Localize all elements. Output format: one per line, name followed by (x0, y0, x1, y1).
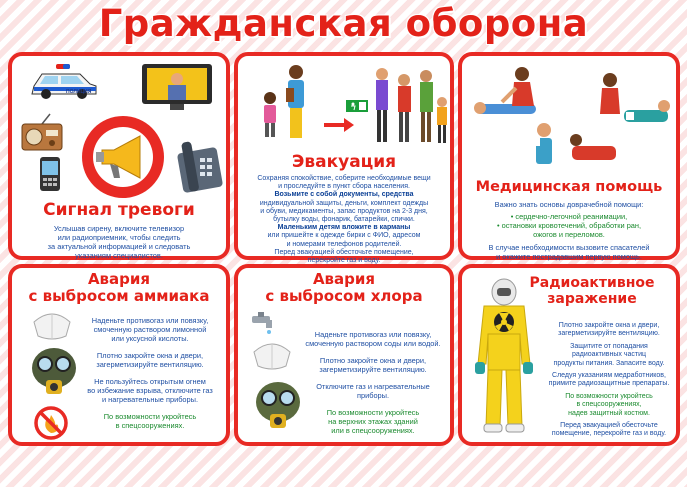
evacuation-line: и проследуйте в пункт сбора населения. (278, 183, 410, 191)
panel-ammonia (8, 264, 230, 446)
radiation-line: продукты питания. Запасите воду. (553, 359, 665, 367)
ammonia-line: и нагревательные приборы. (101, 395, 199, 404)
alarm-line: Услышав сирену, включите телевизор (53, 224, 185, 233)
evacuation-line: и номерами телефонов родителей. (286, 240, 402, 248)
radiation-paragraph (542, 372, 676, 389)
panel-evacuation (234, 52, 454, 265)
medical-item: • остановки кровотечений, обработки ран, (496, 221, 642, 230)
evacuation-line: или пришейте к одежде бирки с ФИО, адресом (267, 232, 421, 240)
alarm-line: указаниям специалистов. (75, 251, 163, 260)
ammonia-paragraph (80, 316, 220, 343)
medical-outro: В случае необходимости вызовите спасателей (488, 243, 650, 252)
chlorine-line: на верхних этажах зданий (328, 417, 418, 426)
desk-phone-icon (176, 138, 226, 196)
radiation-line: надев защитный костюм. (568, 409, 650, 417)
exit-sign-icon (346, 100, 368, 112)
radiation-paragraph (542, 343, 676, 368)
evacuation-line: Перед эвакуацией обесточьте помещение, (274, 248, 414, 256)
radiation-paragraph (542, 393, 676, 418)
chlorine-line: приборы. (356, 391, 390, 400)
chlorine-line: Плотно закройте окна и двери, (319, 356, 427, 365)
cpr-icon (472, 64, 556, 118)
panel-medical (458, 52, 680, 260)
chlorine-line: или в спецсооружениях. (331, 426, 415, 435)
evacuation-line: Маленьким детям вложите в карманы (277, 224, 411, 232)
chlorine-heading-1: Авария (312, 270, 376, 288)
ammonia-line: в спецсооружениях. (115, 421, 185, 430)
ammonia-line: Плотно закройте окна и двери, (96, 351, 204, 360)
evacuation-text (242, 175, 446, 265)
evacuation-line: бутылку воды, фонарик, батарейки, спички. (273, 216, 415, 224)
chlorine-paragraph (298, 382, 448, 400)
tv-icon (140, 62, 214, 112)
medical-intro: Важно знать основы доврачебной помощи: (494, 200, 644, 209)
chlorine-paragraph (298, 330, 448, 348)
radiation-text (542, 322, 676, 443)
radiation-line: в спецсооружениях, (576, 401, 642, 409)
radio-icon (20, 112, 64, 152)
medical-item: ожогов и переломов. (533, 230, 605, 239)
ammonia-heading-1: Авария (87, 270, 151, 288)
radiation-line: По возможности укройтесь (565, 392, 653, 400)
mobile-phone-icon (38, 156, 62, 192)
ammonia-heading-2: с выбросом аммиака (28, 287, 210, 305)
poster-title: Гражданская оборона (98, 2, 589, 45)
alarm-text (16, 224, 222, 260)
chlorine-line: смоченную раствором соды или водой. (305, 339, 441, 348)
chlorine-line: Наденьте противогаз или повязку, (314, 330, 432, 339)
evacuation-line: перекройте газ и воду. (307, 257, 381, 265)
evacuation-line: и обуви, медикаменты, запас продуктов на 2-3 дня, (260, 207, 428, 215)
radiation-line: радиоактивных частиц (571, 351, 647, 359)
radiation-line: Перед эвакуацией обесточьте (560, 422, 658, 430)
radiation-line: Защитите от попадания (570, 342, 648, 350)
police-label: ПОЛИЦИЯ (66, 89, 92, 95)
radiation-heading-1: Радиоактивное (529, 275, 655, 291)
chlorine-heading-2: с выбросом хлора (265, 287, 423, 305)
first-aid-icon (524, 118, 620, 172)
chlorine-paragraph (298, 356, 448, 374)
radiation-paragraph (542, 422, 676, 439)
alarm-heading: Сигнал тревоги (43, 200, 195, 220)
medical-item: • сердечно-легочной реанимации, (510, 212, 628, 221)
radiation-line: помещение, перекройте газ и воду. (551, 430, 667, 438)
radiation-paragraph (542, 322, 676, 339)
arrow-right-icon (324, 118, 354, 132)
ammonia-line: По возможности укройтесь (103, 412, 197, 421)
chlorine-text (298, 330, 448, 439)
respirator-mask-icon (250, 340, 294, 370)
ammonia-line: во избежание взрыва, отключите газ (87, 386, 213, 395)
radiation-heading-2: заражение (547, 291, 637, 307)
evacuation-line: Возьмите с собой документы, средства (274, 191, 414, 199)
ammonia-paragraph (80, 377, 220, 404)
panel-radiation (458, 264, 680, 446)
chlorine-paragraph (298, 408, 448, 435)
family-icon (252, 62, 322, 146)
ammonia-line: Наденьте противогаз или повязку, (91, 316, 209, 325)
evacuation-line: индивидуальной защиты, деньги, комплект одежды (259, 199, 429, 207)
ammonia-line: Не пользуйтесь открытым огнем (94, 377, 206, 386)
medical-heading: Медицинская помощь (475, 179, 663, 195)
megaphone-icon (80, 114, 166, 200)
panel-chlorine (234, 264, 454, 446)
ammonia-text (80, 316, 220, 434)
chlorine-line: По возможности укройтесь (326, 408, 420, 417)
radiation-line: Плотно закройте окна и двери, (558, 322, 660, 329)
ammonia-line: загерметизируйте вентиляцию. (96, 360, 204, 369)
radiation-line: загерметизируйте вентиляцию. (558, 330, 660, 338)
water-tap-icon (250, 310, 280, 336)
evacuees-icon (368, 66, 452, 148)
radiation-line: примите радиозащитные препараты. (548, 380, 670, 388)
medical-outro: и окажите пострадавшим первую помощь. (496, 252, 642, 261)
ammonia-paragraph (80, 351, 220, 369)
gas-mask-icon (26, 344, 82, 400)
evacuation-heading: Эвакуация (291, 152, 397, 172)
panel-alarm (8, 52, 230, 260)
chlorine-line: Отключите газ и нагревательные (316, 382, 430, 391)
police-car-icon (28, 62, 100, 102)
ammonia-line: смоченную раствором лимонной (93, 325, 207, 334)
hazmat-suit-icon (466, 276, 542, 440)
evacuation-line: Сохраняя спокойствие, соберите необходимые вещи (257, 175, 431, 182)
medical-text (466, 200, 672, 261)
ammonia-line: или уксусной кислоты. (111, 334, 189, 343)
radiation-line: Следуя указаниям медработников, (552, 372, 666, 380)
alarm-line: за актуальной информацией и следовать (47, 242, 191, 251)
respirator-mask-icon (30, 310, 74, 340)
alarm-line: или радиоприемник, чтобы следить (57, 233, 181, 242)
no-fire-icon (34, 406, 68, 440)
chlorine-line: загерметизируйте вентиляцию. (319, 365, 427, 374)
ammonia-paragraph (80, 412, 220, 430)
